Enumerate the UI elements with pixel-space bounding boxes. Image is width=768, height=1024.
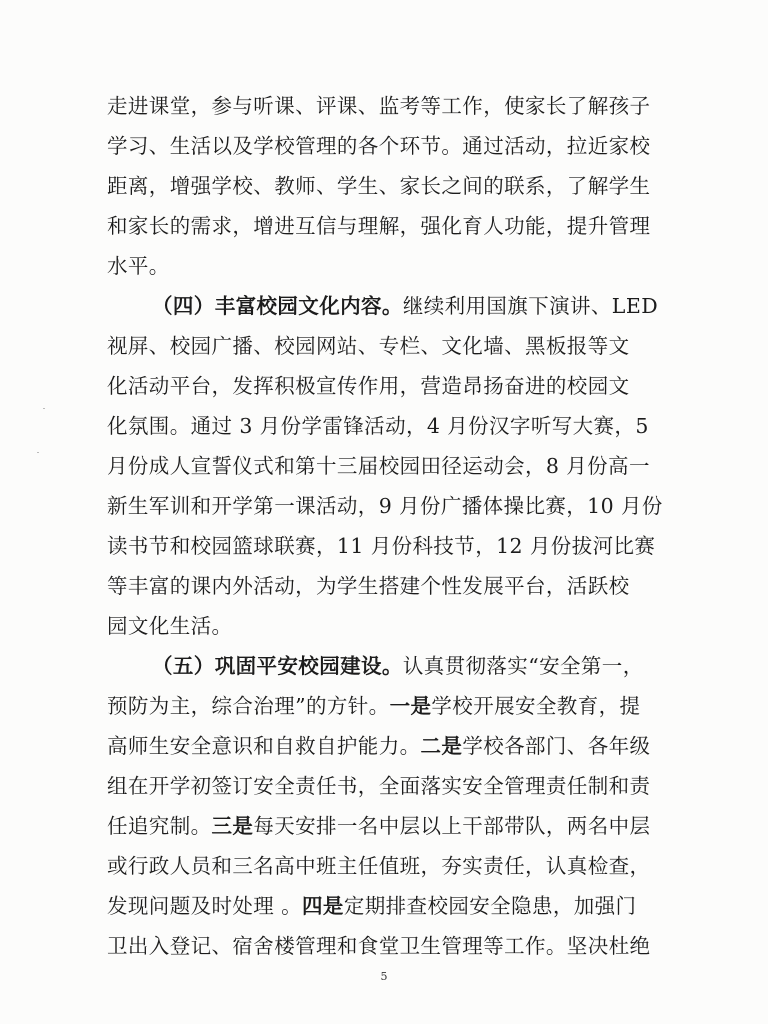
text-segment: 任追究制。 xyxy=(107,814,212,838)
text-segment: 发现问题及时处理 。 xyxy=(107,894,303,918)
text-segment: 和家长的需求，增进互信与理解，强化育人功能，提升管理 xyxy=(107,214,651,238)
body-text xyxy=(107,86,663,966)
text-segment: 距离，增强学校、教师、学生、家长之间的联系，了解学生 xyxy=(107,174,651,198)
text-segment: 化氛围。通过 3 月份学雷锋活动，4 月份汉字听写大赛，5 xyxy=(107,414,649,438)
text-line xyxy=(107,446,655,486)
text-segment: 学校开展安全教育，提 xyxy=(431,694,641,718)
text-segment: 园文化生活。 xyxy=(107,614,233,638)
text-segment: 视屏、校园广播、校园网站、专栏、文化墙、黑板报等文 xyxy=(107,334,630,358)
text-segment: 卫出入登记、宿舍楼管理和食堂卫生管理等工作。坚决杜绝 xyxy=(107,934,651,958)
scan-speck xyxy=(43,408,45,409)
text-segment: 读书节和校园篮球联赛，11 月份科技节，12 月份拔河比赛 xyxy=(107,534,656,558)
text-line xyxy=(107,846,655,886)
text-line xyxy=(107,246,655,286)
bold-text-segment: 三是 xyxy=(211,814,254,838)
text-segment: 新生军训和开学第一课活动，9 月份广播体操比赛，10 月份 xyxy=(107,494,663,518)
text-segment: 水平。 xyxy=(107,254,170,278)
text-line xyxy=(107,86,655,126)
text-line xyxy=(107,286,659,326)
text-line xyxy=(107,646,655,686)
text-line xyxy=(107,366,655,406)
text-line xyxy=(107,206,655,246)
text-segment: 学校各部门、各年级 xyxy=(462,734,651,758)
bold-text-segment: 一是 xyxy=(389,694,432,718)
text-segment: 预防为主，综合治理”的方针。 xyxy=(107,694,390,718)
bold-text-segment: （五）巩固平安校园建设。 xyxy=(152,654,403,678)
text-line xyxy=(107,766,655,806)
text-line xyxy=(107,406,655,446)
text-line xyxy=(107,126,655,166)
text-segment: 化活动平台，发挥积极宣传作用，营造昂扬奋进的校园文 xyxy=(107,374,630,398)
text-line xyxy=(107,686,655,726)
bold-text-segment: 二是 xyxy=(420,734,463,758)
text-segment: 认真贯彻落实“安全第一， xyxy=(402,654,644,678)
text-line xyxy=(107,886,655,926)
text-segment: 组在开学初签订安全责任书，全面落实安全管理责任制和责 xyxy=(107,774,651,798)
bold-text-segment: （四）丰富校园文化内容。 xyxy=(152,294,403,318)
text-segment: 或行政人员和三名高中班主任值班，夯实责任，认真检查， xyxy=(107,854,651,878)
text-line xyxy=(107,526,655,566)
text-segment: 学习、生活以及学校管理的各个环节。通过活动，拉近家校 xyxy=(107,134,651,158)
bold-text-segment: 四是 xyxy=(302,894,344,918)
text-line xyxy=(107,926,655,966)
text-line xyxy=(107,606,655,646)
text-line xyxy=(107,726,655,766)
text-segment: 月份成人宣誓仪式和第十三届校园田径运动会，8 月份高一 xyxy=(107,454,650,478)
text-segment: 继续利用国旗下演讲、LED xyxy=(402,294,659,318)
text-line xyxy=(107,166,655,206)
text-segment: 走进课堂，参与听课、评课、监考等工作，使家长了解孩子 xyxy=(107,94,651,118)
text-line xyxy=(107,806,655,846)
text-line xyxy=(107,486,663,526)
text-line xyxy=(107,326,655,366)
text-segment: 高师生安全意识和自救自护能力。 xyxy=(107,734,421,758)
page-number: 5 xyxy=(380,970,388,983)
text-segment: 定期排查校园安全隐患，加强门 xyxy=(343,894,637,918)
text-segment: 等丰富的课内外活动，为学生搭建个性发展平台，活跃校 xyxy=(107,574,630,598)
text-segment: 每天安排一名中层以上干部带队，两名中层 xyxy=(253,814,651,838)
scan-speck xyxy=(37,452,39,453)
text-line xyxy=(107,566,655,606)
